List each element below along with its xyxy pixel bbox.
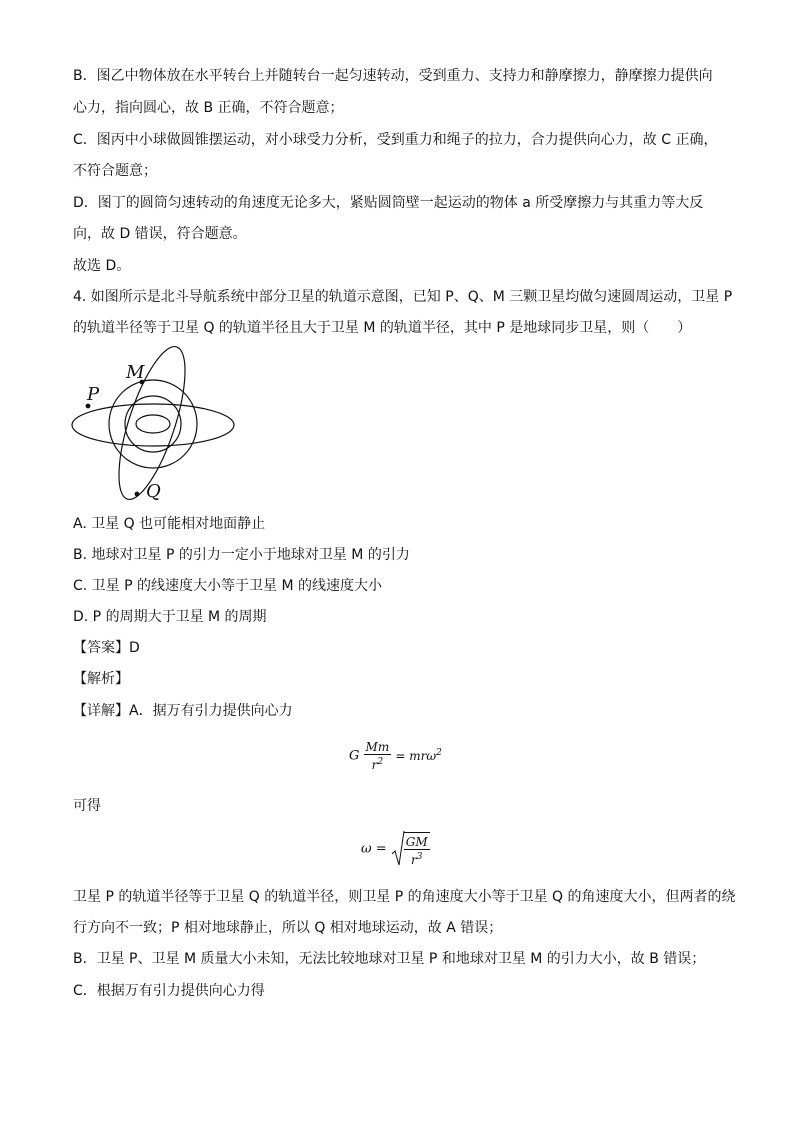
answer-label: 【答案】D (73, 640, 140, 656)
formula1-g: G (349, 748, 360, 764)
explain-line-1: 卫星 P 的轨道半径等于卫星 Q 的轨道半径，则卫星 P 的角速度大小等于卫星 Q 的角速度大小，但两者的绕 (73, 889, 736, 905)
option-c-explanation-line-1: C．图丙中小球做圆锥摆运动，对小球受力分析，受到重力和绳子的拉力，合力提供向心力，故 C 正确， (73, 132, 718, 148)
label-q: Q (146, 481, 161, 502)
analysis-label: 【解析】 (73, 671, 129, 687)
orbit-p-ellipse (72, 404, 234, 446)
option-c: C. 卫星 P 的线速度大小等于卫星 M 的线速度大小 (73, 578, 382, 594)
explain-line-3: B．卫星 P、卫星 M 质量大小未知，无法比较地球对卫星 P 和地球对卫星 M 的引力大小，故 B 错误； (73, 951, 706, 967)
explain-line-4: C．根据万有引力提供向心力得 (73, 983, 265, 999)
option-a: A. 卫星 Q 也可能相对地面静止 (73, 516, 266, 532)
orbit-m-circle (109, 380, 197, 468)
formula-angular-velocity (361, 830, 430, 868)
satellite-q-dot (135, 492, 140, 497)
option-b: B. 地球对卫星 P 的引力一定小于地球对卫星 M 的引力 (73, 547, 410, 563)
detail-line: 【详解】A．据万有引力提供向心力 (73, 703, 293, 719)
label-p: P (87, 384, 100, 405)
option-b-explanation-line-2: 心力，指向圆心，故 B 正确，不符合题意； (73, 100, 344, 116)
formula2-lhs: ω = (361, 841, 387, 857)
option-d-explanation-line-2: 向，故 D 错误，符合题意。 (73, 226, 247, 242)
option-d-explanation-line-1: D．图丁的圆筒匀速转动的角速度无论多大，紧贴圆筒壁一起运动的物体 a 所受摩擦力与其重力等大反 (73, 195, 704, 211)
option-d: D. P 的周期大于卫星 M 的周期 (73, 609, 267, 625)
option-b-explanation-line-1: B．图乙中物体放在水平转台上并随转台一起匀速转动，受到重力、支持力和静摩擦力，静摩擦力提供向 (73, 68, 713, 84)
kede-line: 可得 (73, 798, 101, 814)
option-c-explanation-line-2: 不符合题意； (73, 163, 157, 179)
satellite-orbit-figure (66, 344, 244, 506)
formula2-numerator: GM (405, 834, 428, 849)
formula1-rhs: = mrω$^2$ (395, 747, 442, 763)
choose-d-line: 故选 D。 (73, 258, 131, 274)
formula1-fraction (364, 740, 392, 772)
label-m: M (126, 362, 145, 383)
formula2-denominator: $r^3$ (410, 851, 423, 867)
earth-equator-ellipse (136, 415, 170, 433)
question-4-line-2: 的轨道半径等于卫星 Q 的轨道半径且大于卫星 M 的轨道半径，其中 P 是地球同步卫星，则（ ） (73, 320, 692, 336)
formula1-denominator: $r^2$ (371, 757, 384, 772)
question-4-line-1: 4. 如图所示是北斗导航系统中部分卫星的轨道示意图，已知 P、Q、M 三颗卫星均做匀速圆周运动，卫星 P (73, 289, 733, 305)
orbit-diagram (66, 344, 244, 506)
formula2-fraction (404, 832, 430, 867)
explain-line-2: 行方向不一致；P 相对地球静止，所以 Q 相对地球运动，故 A 错误； (73, 920, 503, 936)
sqrt-icon (391, 830, 405, 868)
formula1-numerator: Mm (365, 740, 390, 754)
formula-gravitation (349, 740, 442, 772)
